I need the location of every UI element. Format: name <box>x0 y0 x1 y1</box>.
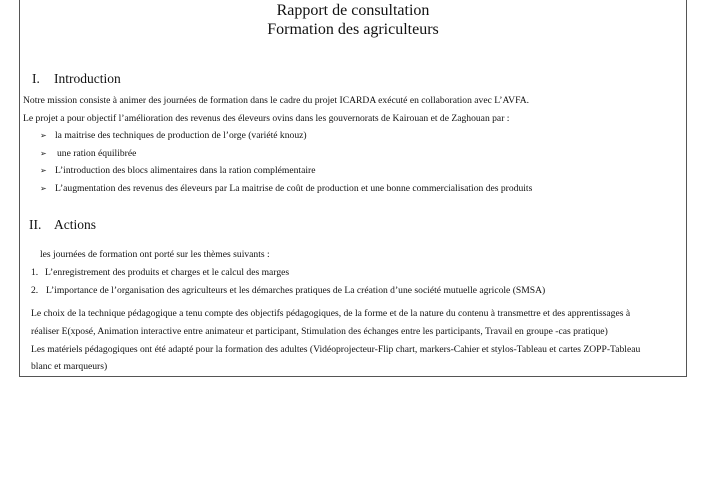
pedagogy-paragraph-line-1: Le choix de la technique pédagogique a tenu compte des objectifs pédagogiques, de la forme et de la nature du contenu à transmettre et des apprentissages à <box>31 308 631 319</box>
bullet-item: L’introduction des blocs alimentaires dans la ration complémentaire <box>55 165 316 176</box>
report-subtitle: Formation des agriculteurs <box>267 21 439 38</box>
section-2-heading: Actions <box>54 217 96 232</box>
numbered-item-number: 1. <box>31 267 39 278</box>
arrow-bullet-icon: ➢ <box>40 166 47 175</box>
intro-paragraph-1: Notre mission consiste à animer des journées de formation dans le cadre du projet ICARDA exécuté en collaboration avec L’AVFA. <box>23 95 530 106</box>
materials-paragraph-line-2: blanc et marqueurs) <box>31 361 108 372</box>
bullet-item: une ration équilibrée <box>57 148 137 159</box>
bullet-item: la maitrise des techniques de production de l’orge (variété knouz) <box>55 130 307 141</box>
section-2-number: II. <box>29 217 42 232</box>
section-1-heading: Introduction <box>54 71 121 86</box>
pedagogy-paragraph-line-2: réaliser E(xposé, Animation interactive entre animateur et participant, Stimulation des échanges entre les participants, Travail en groupe -cas pratique) <box>31 326 608 337</box>
intro-paragraph-2: Le projet a pour objectif l’amélioration des revenus des éleveurs ovins dans les gouvernorats de Kairouan et de Zaghouan par : <box>23 113 510 124</box>
arrow-bullet-icon: ➢ <box>40 131 47 140</box>
actions-intro: les journées de formation ont porté sur les thèmes suivants : <box>40 249 270 260</box>
section-1-number: I. <box>32 71 40 86</box>
report-title: Rapport de consultation <box>276 2 430 19</box>
arrow-bullet-icon: ➢ <box>40 149 47 158</box>
numbered-item-text: L’enregistrement des produits et charges et le calcul des marges <box>45 267 290 278</box>
arrow-bullet-icon: ➢ <box>40 184 47 193</box>
numbered-item-text: L’importance de l’organisation des agriculteurs et les démarches pratiques de La création d’une société mutuelle agricole (SMSA) <box>46 285 546 296</box>
numbered-item-number: 2. <box>31 285 39 296</box>
materials-paragraph-line-1: Les matériels pédagogiques ont été adapté pour la formation des adultes (Vidéoprojecteur-Flip chart, markers-Cahier et stylos-Tableau et cartes ZOPP-Tableau <box>31 344 641 355</box>
bullet-item: L’augmentation des revenus des éleveurs par La maitrise de coût de production et une bonne commercialisation des produits <box>55 183 533 194</box>
